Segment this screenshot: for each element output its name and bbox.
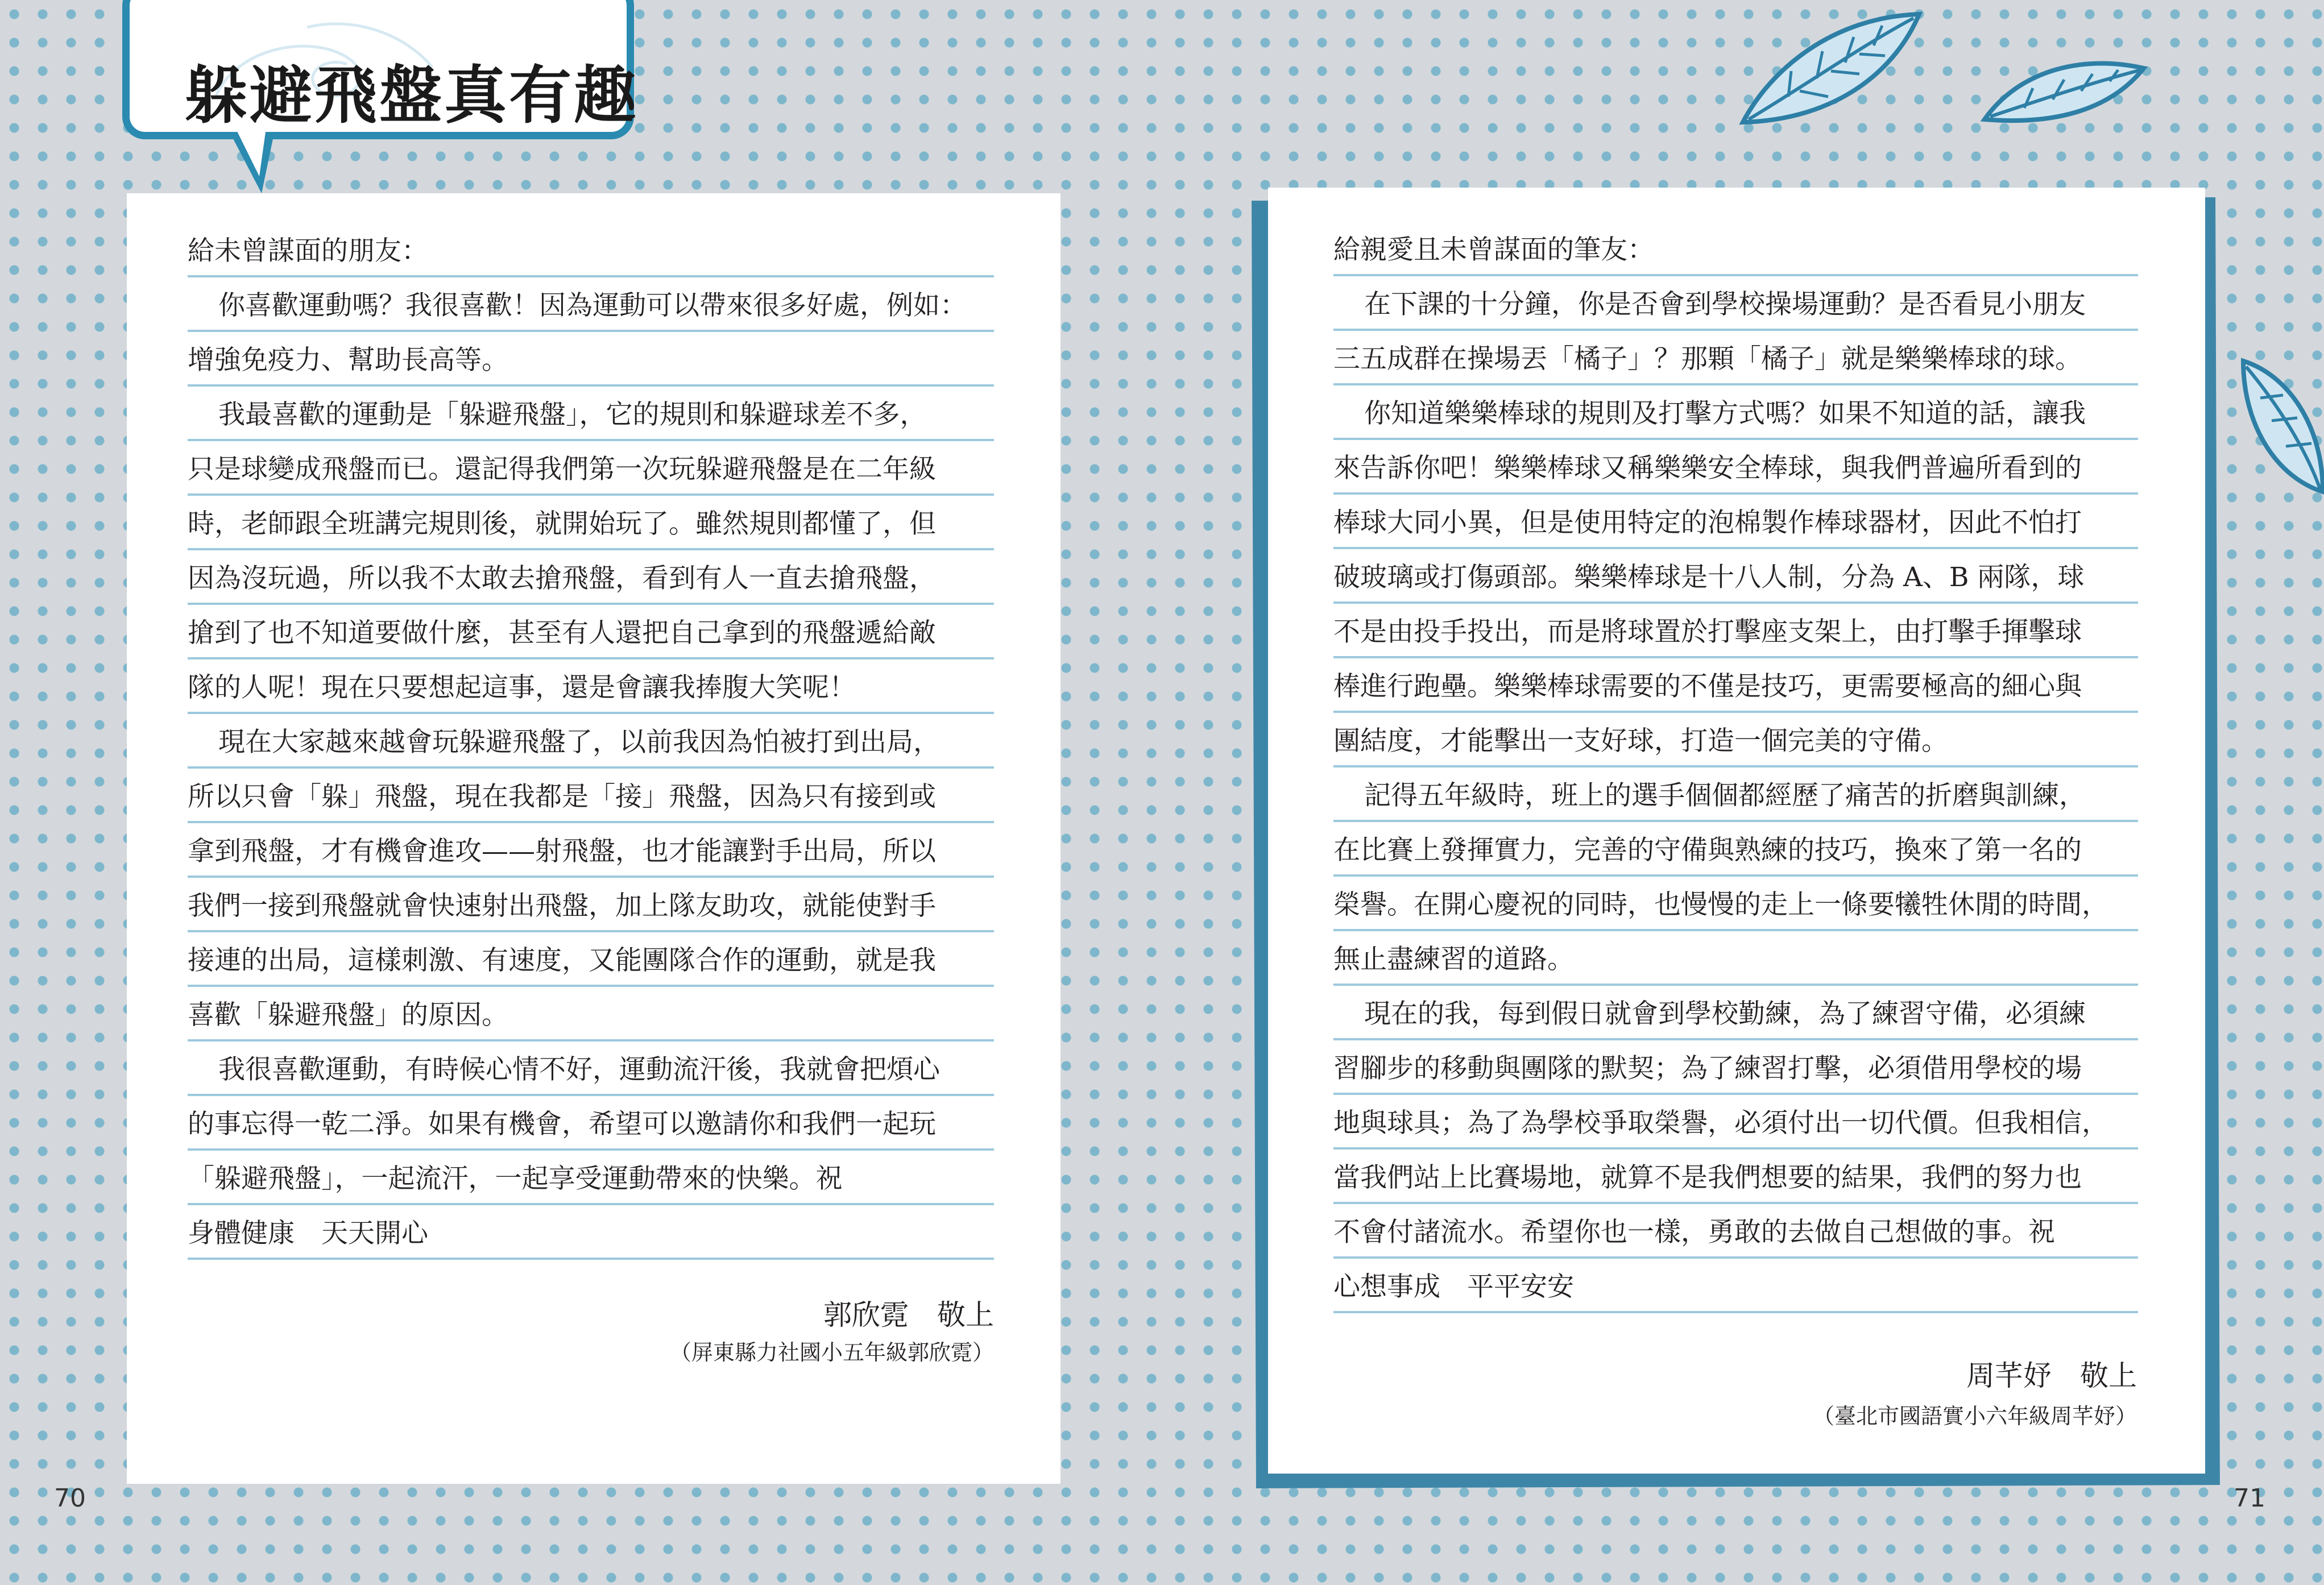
leaf-icon [1979, 48, 2149, 128]
letter-line: 破玻璃或打傷頭部。樂樂棒球是十八人制，分為 A、B 兩隊，球 [1333, 549, 2138, 604]
letter-line: 我很喜歡運動，有時候心情不好，運動流汗後，我就會把煩心 [188, 1042, 994, 1096]
letter-line: 團結度，才能擊出一支好球，打造一個完美的守備。 [1333, 713, 2138, 767]
right-letter-author-note: （臺北市國語實小六年級周芊妤） [1812, 1404, 2137, 1429]
letter-line: 棒球大同小異，但是使用特定的泡棉製作棒球器材，因此不怕打 [1333, 495, 2138, 549]
letter-line: 的事忘得一乾二淨。如果有機會，希望可以邀請你和我們一起玩 [188, 1096, 994, 1151]
letter-line: 給未曾謀面的朋友： [188, 223, 994, 277]
letter-line: 所以只會「躲」飛盤，現在我都是「接」飛盤，因為只有接到或 [188, 769, 994, 823]
left-letter-signature: 郭欣霓 敬上 [823, 1298, 994, 1331]
letter-line: 因為沒玩過，所以我不太敢去搶飛盤，看到有人一直去搶飛盤， [188, 550, 994, 605]
letter-line: 三五成群在操場丟「橘子」？那顆「橘子」就是樂樂棒球的球。 [1333, 331, 2138, 385]
letter-line: 地與球具；為了為學校爭取榮譽，必須付出一切代價。但我相信， [1333, 1095, 2138, 1150]
letter-line: 給親愛且未曾謀面的筆友： [1333, 222, 2138, 276]
letter-line: 我們一接到飛盤就會快速射出飛盤，加上隊友助攻，就能使對手 [188, 878, 994, 932]
letter-line: 只是球變成飛盤而已。還記得我們第一次玩躲避飛盤是在二年級 [188, 441, 994, 496]
letter-line: 不會付諸流水。希望你也一樣，勇敢的去做自己想做的事。祝 [1333, 1204, 2138, 1259]
letter-line: 現在大家越來越會玩躲避飛盤了，以前我因為怕被打到出局， [188, 714, 994, 769]
letter-line: 拿到飛盤，才有機會進攻——射飛盤，也才能讓對手出局，所以 [188, 823, 994, 878]
letter-line: 隊的人呢！現在只要想起這事，還是會讓我捧腹大笑呢！ [188, 659, 994, 714]
letter-line: 現在的我，每到假日就會到學校勤練，為了練習守備，必須練 [1333, 986, 2138, 1040]
letter-line: 我最喜歡的運動是「躲避飛盤」，它的規則和躲避球差不多， [188, 387, 994, 441]
letter-line: 在下課的十分鐘，你是否會到學校操場運動？是否看見小朋友 [1333, 276, 2138, 331]
letter-line: 棒進行跑壘。樂樂棒球需要的不僅是技巧，更需要極高的細心與 [1333, 658, 2138, 713]
letter-line: 你知道樂樂棒球的規則及打擊方式嗎？如果不知道的話，讓我 [1333, 385, 2138, 440]
letter-line: 時，老師跟全班講完規則後，就開始玩了。雖然規則都懂了，但 [188, 496, 994, 550]
page-title: 躲避飛盤真有趣 [185, 59, 639, 132]
letter-line: 當我們站上比賽場地，就算不是我們想要的結果，我們的努力也 [1333, 1150, 2138, 1204]
left-letter-author-note: （屏東縣力社國小五年級郭欣霓） [669, 1340, 994, 1365]
letter-line: 接連的出局，這樣刺激、有速度，又能團隊合作的運動，就是我 [188, 932, 994, 987]
page-number-left: 70 [54, 1484, 86, 1513]
right-letter-signature: 周芊妤 敬上 [1966, 1359, 2137, 1392]
letter-line: 搶到了也不知道要做什麼，甚至有人還把自己拿到的飛盤遞給敵 [188, 605, 994, 659]
letter-line: 喜歡「躲避飛盤」的原因。 [188, 987, 994, 1042]
letter-line: 「躲避飛盤」，一起流汗，一起享受運動帶來的快樂。祝 [188, 1151, 994, 1205]
letter-line: 心想事成 平平安安 [1333, 1259, 2138, 1313]
letter-line: 你喜歡運動嗎？我很喜歡！因為運動可以帶來很多好處，例如： [188, 277, 994, 332]
page-number-right: 71 [2234, 1484, 2265, 1513]
letter-line: 在比賽上發揮實力，完善的守備與熟練的技巧，換來了第一名的 [1333, 822, 2138, 877]
letter-line: 增強免疫力、幫助長高等。 [188, 332, 994, 387]
letter-line: 不是由投手投出，而是將球置於打擊座支架上，由打擊手揮擊球 [1333, 604, 2138, 658]
letter-line: 來告訴你吧！樂樂棒球又稱樂樂安全棒球，與我們普遍所看到的 [1333, 440, 2138, 495]
letter-line: 身體健康 天天開心 [188, 1205, 994, 1260]
letter-line: 記得五年級時，班上的選手個個都經歷了痛苦的折磨與訓練， [1333, 767, 2138, 822]
leaf-icon [1737, 6, 1925, 131]
letter-line: 習腳步的移動與團隊的默契；為了練習打擊，必須借用學校的場 [1333, 1040, 2138, 1095]
letter-line: 榮譽。在開心慶祝的同時，也慢慢的走上一條要犧牲休閒的時間， [1333, 877, 2138, 931]
letter-line: 無止盡練習的道路。 [1333, 931, 2138, 986]
right-letter-paper [1268, 188, 2205, 1474]
leaf-icon [2232, 352, 2324, 500]
left-letter-paper [127, 193, 1060, 1484]
